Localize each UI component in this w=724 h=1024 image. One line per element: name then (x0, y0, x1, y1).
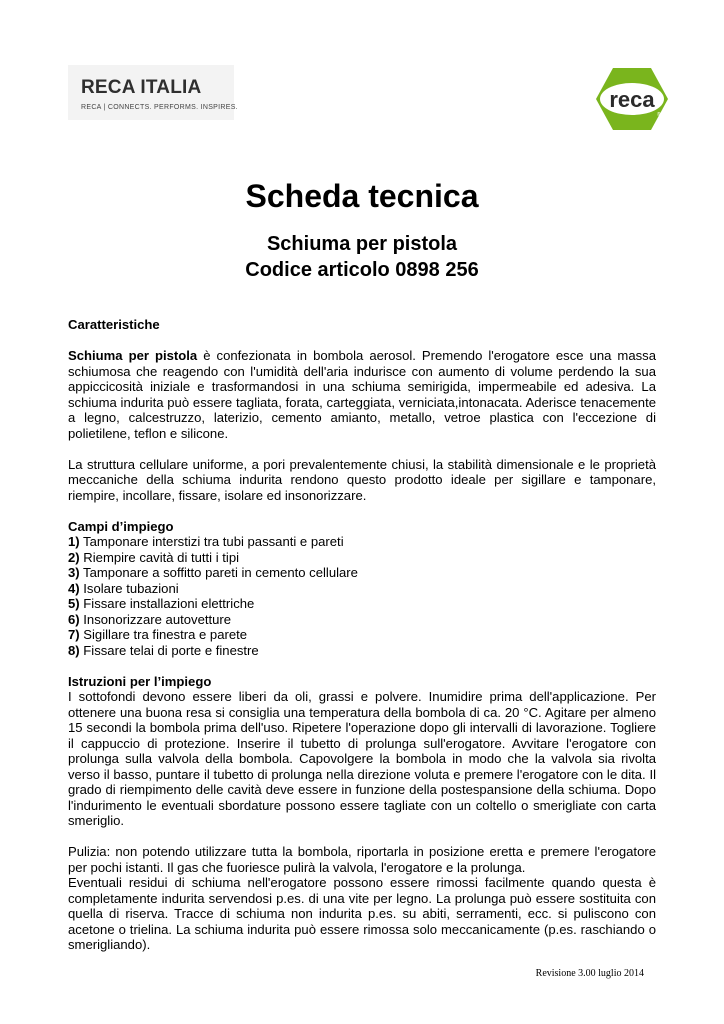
list-text: Isolare tubazioni (79, 580, 179, 596)
list-item (68, 643, 656, 659)
list-number: 5) (68, 596, 80, 611)
logo-reca-text: reca (609, 87, 655, 112)
logo-brand-text: RECA ITALIA (81, 77, 202, 98)
page-title: Scheda tecnica (245, 178, 479, 214)
logo-registered-mark: ® (657, 112, 661, 118)
istruzioni-paragraph-1: I sottofondi devono essere liberi da oli, grassi e polvere. Inumidire prima dell'applicazione. Per ottenere una buona resa si consiglia una temperatura della bombola di ca. 20 °C. Agitare per almeno 15 secondi la bombola prima dell'uso. Ripetere l'operazione dopo gli intervalli di lavorazione. Togliere il cappuccio di protezione. Inserire il tubetto di prolunga sull'erogatore. Avvitare l'erogatore con prolunga sulla valvola della bombola. Capovolgere la bombola in modo che la valvola sia rivolta verso il basso, puntare il tubetto di prolunga nella direzione voluta e premere l'erogatore con le dita. Il grado di riempimento delle cavità deve essere in funzione della postespansione della schiuma. Dopo l'indurimento le eventuali sbordature possono essere tagliate con un coltello o smerigliate con carta smeriglio. (68, 689, 656, 828)
list-number: 7) (68, 627, 80, 642)
caratteristiche-paragraph-2: La struttura cellulare uniforme, a pori prevalentemente chiusi, la stabilità dimensionale e le proprietà meccaniche della schiuma indurita rendono questo prodotto ideale per sigillare e tamponare, riempire, incollare, fissare, isolare ed insonorizzare. (68, 456, 656, 503)
caratteristiche-paragraph-1 (68, 348, 656, 441)
uses-list (68, 534, 656, 658)
pulizia-paragraph: Pulizia: non potendo utilizzare tutta la bombola, riportarla in posizione eretta e premere l'erogatore per pochi istanti. Il gas che fuoriesce pulirà la valvola, l'erogatore e la prolunga. (68, 844, 656, 875)
list-text: Sigillare tra finestra e parete (79, 627, 248, 642)
list-text: Tamponare interstizi tra tubi passanti e pareti (79, 534, 344, 549)
list-item (68, 627, 656, 643)
list-number: 1) (68, 534, 80, 549)
list-number: 3) (68, 565, 80, 580)
list-number: 2) (68, 549, 80, 565)
logo-slogan: RECA | CONNECTS. PERFORMS. INSPIRES. (81, 104, 238, 111)
list-item (68, 612, 656, 628)
list-text: Fissare telai di porte e finestre (79, 642, 259, 658)
list-text: Riempire cavità di tutti i tipi (79, 549, 240, 565)
caratteristiche-text-1: è confezionata in bombola aerosol. Premendo l'erogatore esce una massa schiumosa che reagendo con l'umidità dell'aria indurisce con aumento di volume perdendo la sua appiccicosità iniziale e trasformandosi in una schiuma semirigida, impermeabile ed adesiva. La schiuma indurita può essere tagliata, forata, carteggiata, verniciata,intonacata. Aderisce tenacemente a legno, calcestruzzo, laterizio, cemento amianto, metallo, vetroe plastica con l'eccezione di polietilene, teflon e silicone. (68, 348, 656, 441)
section-heading-caratteristiche: Caratteristiche (68, 317, 160, 332)
section-heading-campi: Campi d’impiego (68, 518, 174, 534)
reca-hexagon-logo (594, 66, 670, 132)
list-item (68, 550, 656, 566)
list-number: 6) (68, 611, 80, 627)
product-name: Schiuma per pistola (266, 233, 458, 255)
list-item (68, 596, 656, 612)
list-item (68, 565, 656, 581)
document-body (68, 317, 656, 953)
revision-footer: Revisione 3.00 luglio 2014 (535, 968, 644, 979)
list-text: Fissare installazioni elettriche (79, 596, 255, 611)
list-number: 4) (68, 580, 80, 596)
list-item (68, 534, 656, 550)
list-number: 8) (68, 642, 80, 658)
section-heading-istruzioni: Istruzioni per l’impiego (68, 673, 212, 689)
reca-logo-graphic (594, 66, 670, 132)
list-text: Tamponare a soffitto pareti in cemento cellulare (79, 565, 358, 580)
reca-italia-logo (68, 65, 238, 120)
residui-paragraph: Eventuali residui di schiuma nell'erogatore possono essere rimossi facilmente quando questa è completamente indurita servendosi p.es. di una vite per legno. La prolunga può essere sostituita con quella di riserva. Tracce di schiuma non indurita p.es. su abiti, serramenti, ecc. si puliscono con acetone o trielina. La schiuma indurita può essere rimossa solo meccanicamente (p.es. raschiando o smerigliando). (68, 875, 656, 952)
list-text: Insonorizzare autovetture (79, 611, 232, 627)
product-lead-bold: Schiuma per pistola (68, 348, 198, 363)
list-item (68, 581, 656, 597)
article-code: Codice articolo 0898 256 (245, 259, 479, 281)
